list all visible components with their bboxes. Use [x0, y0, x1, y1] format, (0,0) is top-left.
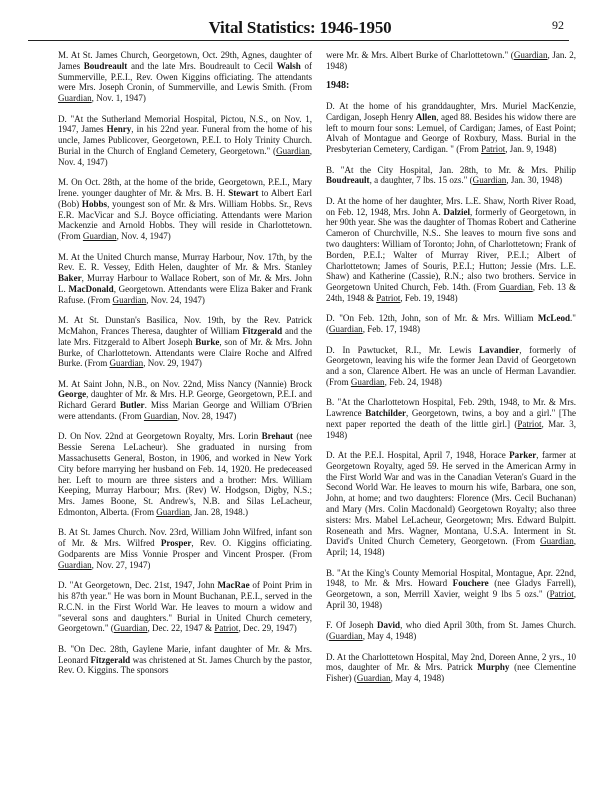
record-entry	[326, 101, 576, 155]
entry-text: , Jan. 2, 1948)	[326, 50, 576, 71]
entry-text: , youngest son of Mr. & Mrs. William Hobbs. Sr., Revs E.R. MacVicar and S.J. Boyce officiating. Attendants were Marion Mackenzie and Arnold Hobbs. They will reside in Charlottetown. (From	[58, 198, 313, 242]
record-entry	[58, 50, 312, 104]
entry-text: , Georgetown. Attendants were Eliza Baker and Frank Rafuse. (From	[58, 283, 312, 305]
entry-text: D. In Pawtucket, R.I., Mr. Lewis	[326, 344, 479, 355]
newspaper-name: Patriot	[517, 418, 542, 429]
entry-text: , in his 22nd year. Funeral from the home of his uncle, James Publicover, Georgetown, P.E.I. to Holy Trinity Church. Burial in the Church of England Cemetery, Georgetown." (	[58, 124, 312, 156]
entry-text: , Nov. 1, 1947)	[91, 93, 146, 104]
surname: McLeod	[537, 313, 571, 324]
entry-text: , daughter of Mr. & Mrs. H.P. George, Georgetown, P.E.I. and Richard Gerard	[58, 389, 312, 411]
entry-text: were Mr. & Mrs. Albert Burke of Charlottetown." (	[326, 50, 514, 60]
entry-text: , Dec. 22, 1947 &	[147, 623, 215, 634]
entry-text: M. At St. Dunstan's Basilica, Nov. 19th, by the Rev. Patrick McMahon, Frances Theresa, daughter of William	[58, 315, 312, 336]
surname: Parker	[509, 450, 537, 461]
entry-text: B. "On Dec. 28th, Gaylene Marie, infant daughter of Mr. & Mrs. Leonard	[58, 643, 312, 665]
record-entry	[58, 580, 312, 634]
right-column	[326, 50, 576, 694]
entry-text: , formerly of Georgetown, in her 90th year. She was the daughter of Thomas Robert and Catherine Cameron of Churchville, N.S.. She leaves to mourn five sons and two daughters: William of Toronto; John, of Charlottetown; Frank of Borden, P.E.I.; Walter of Murray River, P.E.I.; Albert of Charlottetown; James of Souris, P.E.I.; Hutton; Jessie (Mrs. L.E. Shaw) and Katherine (Cassie), R.N.; also two brothers. Service in Georgetown United Church, Feb. 14th. (From	[326, 206, 576, 293]
entry-text: , Jan. 28, 1948.)	[189, 507, 248, 518]
entry-text: , Nov. 27, 1947)	[91, 559, 151, 570]
record-entry	[58, 315, 312, 369]
entry-text: , Jan. 9, 1948)	[505, 144, 557, 155]
entry-text: B. "At the King's County Memorial Hospital, Montague, Apr. 22nd, 1948, to Mr. & Mrs. Howard	[326, 567, 576, 589]
newspaper-name: Guardian	[540, 536, 574, 547]
entry-text: F. Of Joseph	[326, 620, 377, 631]
entry-text: (nee Bessie Serena LeLacheur). She graduated in nursing from Massachusetts General, Boston, in 1906, and worked in New York City before marrying her husband on Feb. 14, 1920. He predeceased her. Left to mourn are three sisters and a brother: Mrs. William Keeping, Murray Harbour; Mrs. (Rev) W. Hodgson, Digby, N.S.; Mrs. James Boone, St. Andrew's, N.B. and Silas LeLacheur, Edmonton, Alberta. (From	[58, 431, 312, 518]
page-title: Vital Statistics: 1946-1950	[208, 18, 392, 37]
surname: Boudreault	[83, 60, 128, 71]
newspaper-name: Guardian	[112, 294, 147, 305]
surname: Fitzgerald	[90, 654, 131, 665]
newspaper-name: Guardian	[356, 673, 391, 684]
entry-text: . Miss Marian George and William O'Brien were attendants. (From	[58, 400, 312, 422]
record-entry	[326, 313, 576, 335]
entry-text: , Feb. 24, 1948)	[384, 376, 442, 387]
surname: Fitzgerald	[242, 325, 283, 336]
newspaper-name: Guardian	[329, 631, 363, 642]
entry-text: B. "At the Charlottetown Hospital, Feb. 29th, 1948, to Mr. & Mrs. Lawrence	[326, 397, 576, 419]
year-heading: 1948:	[326, 80, 350, 92]
surname: Brehaut	[261, 431, 294, 442]
entry-text: , Murray Harbour to Wallace Robert, son of Mr. & Mrs. John L.	[58, 273, 312, 294]
record-entry	[326, 397, 576, 440]
newspaper-name: Guardian	[472, 175, 507, 186]
surname: Prosper	[160, 538, 192, 549]
entry-text: , April; 14, 1948)	[326, 536, 576, 558]
entry-text: M. On Oct. 28th, at the home of the bride, Georgetown, P.E.I., Mary Irene. younger daughter of Mr. & Mrs. B. H.	[58, 177, 312, 198]
newspaper-name: Guardian	[329, 324, 363, 335]
surname: Henry	[106, 124, 132, 135]
entry-text: M. At the United Church manse, Murray Harbour, Nov. 17th, by the Rev. E. R. Vessey, Edith Helen, daughter of Mr. & Mrs. Stanley	[58, 251, 312, 273]
entry-text: , Feb. 19, 1948)	[400, 292, 458, 303]
entry-text: ." (	[326, 313, 576, 335]
record-entry	[58, 527, 312, 570]
entry-text: , who died April 30th, from St. James Church. (	[326, 620, 576, 642]
record-entry	[58, 431, 312, 517]
entry-text: D. At the P.E.I. Hospital, April 7, 1948, Horace	[326, 450, 510, 461]
surname: David	[376, 620, 401, 631]
entry-text: D. At the home of his granddaughter, Mrs. Muriel MacKenzie, Cardigan, Joseph Henry	[326, 100, 576, 122]
newspaper-name: Guardian	[499, 282, 533, 293]
record-entry	[326, 450, 576, 558]
entry-text: D. At the Charlottetown Hospital, May 2nd, Doreen Anne, 2 yrs., 10 mos, daughter of Mr. & Mrs. Patrick	[326, 651, 576, 673]
newspaper-name: Patriot	[481, 144, 506, 155]
entry-text: , Nov. 4, 1947)	[58, 145, 312, 167]
surname: Hobbs	[81, 198, 108, 209]
newspaper-name: Guardian	[58, 559, 92, 570]
surname: MacDonald	[68, 283, 114, 294]
entry-text: , Dec. 29, 1947)	[238, 623, 297, 634]
entry-text: , Jan. 30, 1948)	[506, 175, 563, 186]
entry-text: , Rev. O. Kiggins officiating. Godparents are Miss Vonnie Prosper and Vincent Prosper. (From	[58, 538, 312, 560]
entry-text: was christened at St. James Church by the pastor, Rev. O. Kiggins. The sponsors	[58, 654, 312, 676]
newspaper-name: Guardian	[82, 231, 117, 242]
entry-text: to Albert Earl (Bob)	[58, 187, 312, 209]
newspaper-name: Guardian	[113, 623, 148, 634]
left-column	[58, 50, 312, 686]
surname: Batchilder	[365, 408, 406, 419]
entry-text: , a daughter, 7 lbs. 15 ozs." (	[369, 175, 473, 186]
entry-text: D. "At Georgetown, Dec. 21st, 1947, John	[58, 580, 218, 591]
record-entry	[58, 379, 312, 422]
entry-text: , farmer at Georgetown Royalty, aged 59. He served in the American Army in the First World War and was in the Canadian Veteran's Guard in the Second World War. He leaves to mourn his wife, Barbara, one son, John, at home; and two daughters: Florence (Mrs. Cecil Buchanan) and Mary (Mrs. Colin Macdonald) Georgetown Royalty; also three sisters: Mrs. Mabel LeLacheur, Georgetown; Mrs. Edward Bulpitt. Roseneath and Mrs. Wagner, Montana, U.S.A. Interment in St. David's United Church Cemetery, Georgetown. (From	[326, 450, 576, 547]
entry-text: , Feb. 13 & 24th, 1948 &	[326, 282, 577, 303]
record-entry	[58, 644, 312, 676]
entry-text: , Nov. 4, 1947)	[116, 231, 171, 242]
entry-text: , Nov. 24, 1947)	[146, 294, 205, 305]
surname: Fouchere	[452, 578, 489, 589]
entry-text: , formerly of Georgetown, leaving his wife the former Jean David of Georgetown and a son, Clarence Albert. He was an uncle of Herman Lavandier. (From	[326, 344, 576, 387]
entry-text: M. At St. James Church, Georgetown, Oct. 29th, Agnes, daughter of James	[58, 50, 312, 71]
surname: Baker	[58, 273, 82, 284]
surname: Murphy	[477, 662, 510, 673]
entry-text: , aged 88. Besides his widow there are left to mourn four sons: Lemuel, of Cardigan; James, of East Point; Alvah of Montague and George of Roxbury, Mass. Burial in the Presbyterian Cemetery, Cardigan. " (From	[326, 111, 576, 155]
page-number: 92	[552, 18, 564, 32]
entry-text: , son of Mr. & Mrs. John Burke, of Charlottetown. Attendants were Claire Roche and Alfred Burke. (From	[58, 336, 312, 369]
entry-text: , April 30, 1948)	[326, 589, 576, 611]
surname: George	[58, 389, 87, 400]
record-entry	[326, 652, 576, 684]
surname: Butler	[119, 400, 145, 411]
entry-text: M. At Saint John, N.B., on Nov. 22nd, Miss Nancy (Nannie) Brock	[58, 378, 312, 389]
entry-text: and the late Mrs. Boudreault to Cecil	[127, 60, 277, 71]
entry-text: of Point Prim in his 87th year." He was born in Mount Buchanan, P.E.I., served in the R.C.N. in the First World War. He leaves to mourn a widow and "several sons and daughters." Burial in United Church cemetery, Georgetown." (	[58, 580, 312, 634]
entry-text: B. At St. James Church. Nov. 23rd, William John Wilfred, infant son of Mr. & Mrs. Wilfred	[58, 527, 312, 549]
record-entry	[58, 252, 312, 306]
newspaper-name: Patriot	[376, 292, 401, 303]
newspaper-name: Patriot	[214, 623, 239, 634]
entry-text: , Nov. 29, 1947)	[143, 358, 202, 369]
entry-text: D. "At the Sutherland Memorial Hospital, Pictou, N.S., on Nov. 1, 1947, James	[58, 113, 312, 135]
surname: Walsh	[276, 60, 301, 71]
newspaper-name: Guardian	[58, 93, 92, 104]
entry-text: , Georgetown, twins, a boy and a girl." [The next paper reported the death of the little girl.] (	[326, 408, 577, 429]
entry-text: , Nov. 28, 1947)	[177, 411, 237, 422]
record-entry	[326, 345, 576, 388]
newspaper-name: Guardian	[156, 507, 190, 518]
entry-text: (nee Gladys Farrell), Georgetown, a son, Merrill Xavier, weight 9 lbs 5 ozs." (	[326, 578, 576, 600]
record-entry	[326, 620, 576, 642]
surname: Burke	[195, 336, 220, 347]
record-entry	[58, 177, 312, 242]
surname: Stewart	[228, 187, 259, 198]
surname: MacRae	[217, 580, 250, 591]
entry-text: D. On Nov. 22nd at Georgetown Royalty, Mrs. Lorin	[58, 431, 262, 442]
surname: Lavandier	[479, 344, 520, 355]
entry-text: D. At the home of her daughter, Mrs. L.E. Shaw, North River Road, on Feb. 12, 1948, Mrs. John A.	[326, 195, 576, 217]
record-entry	[326, 196, 576, 304]
newspaper-name: Guardian	[350, 376, 385, 387]
surname: Allen	[415, 111, 437, 122]
entry-text: of Summerville, P.E.I., Rev. Owen Kiggins officiating. The attendants were Mrs. Joseph Cronin, of Summerville, and Lewis Smith. (From	[58, 60, 312, 93]
entry-text: , Mar. 3, 1948)	[326, 418, 577, 440]
newspaper-name: Guardian	[143, 411, 178, 422]
newspaper-name: Guardian	[513, 50, 548, 60]
entry-text: , May 4, 1948)	[362, 631, 417, 642]
entry-text: , May 4, 1948)	[390, 673, 445, 684]
record-entry	[326, 50, 576, 72]
header-rule	[28, 40, 569, 41]
newspaper-name: Guardian	[276, 145, 310, 156]
surname: Boudreault	[326, 175, 370, 186]
entry-text: and the late Mrs. Fitzgerald to Albert Joseph	[58, 325, 312, 347]
record-entry	[326, 165, 576, 187]
entry-text: , Feb. 17, 1948)	[362, 324, 420, 335]
entry-text: D. "On Feb. 12th, John, son of Mr. & Mrs. William	[326, 313, 538, 324]
record-entry	[326, 568, 576, 611]
record-entry	[58, 114, 312, 168]
entry-text: (nee Clementine Fisher) (	[326, 662, 577, 684]
newspaper-name: Patriot	[549, 589, 574, 600]
entry-text: B. "At the City Hospital, Jan. 28th, to Mr. & Mrs. Philip	[326, 164, 576, 175]
surname: Dalziel	[443, 206, 471, 217]
newspaper-name: Guardian	[109, 358, 144, 369]
